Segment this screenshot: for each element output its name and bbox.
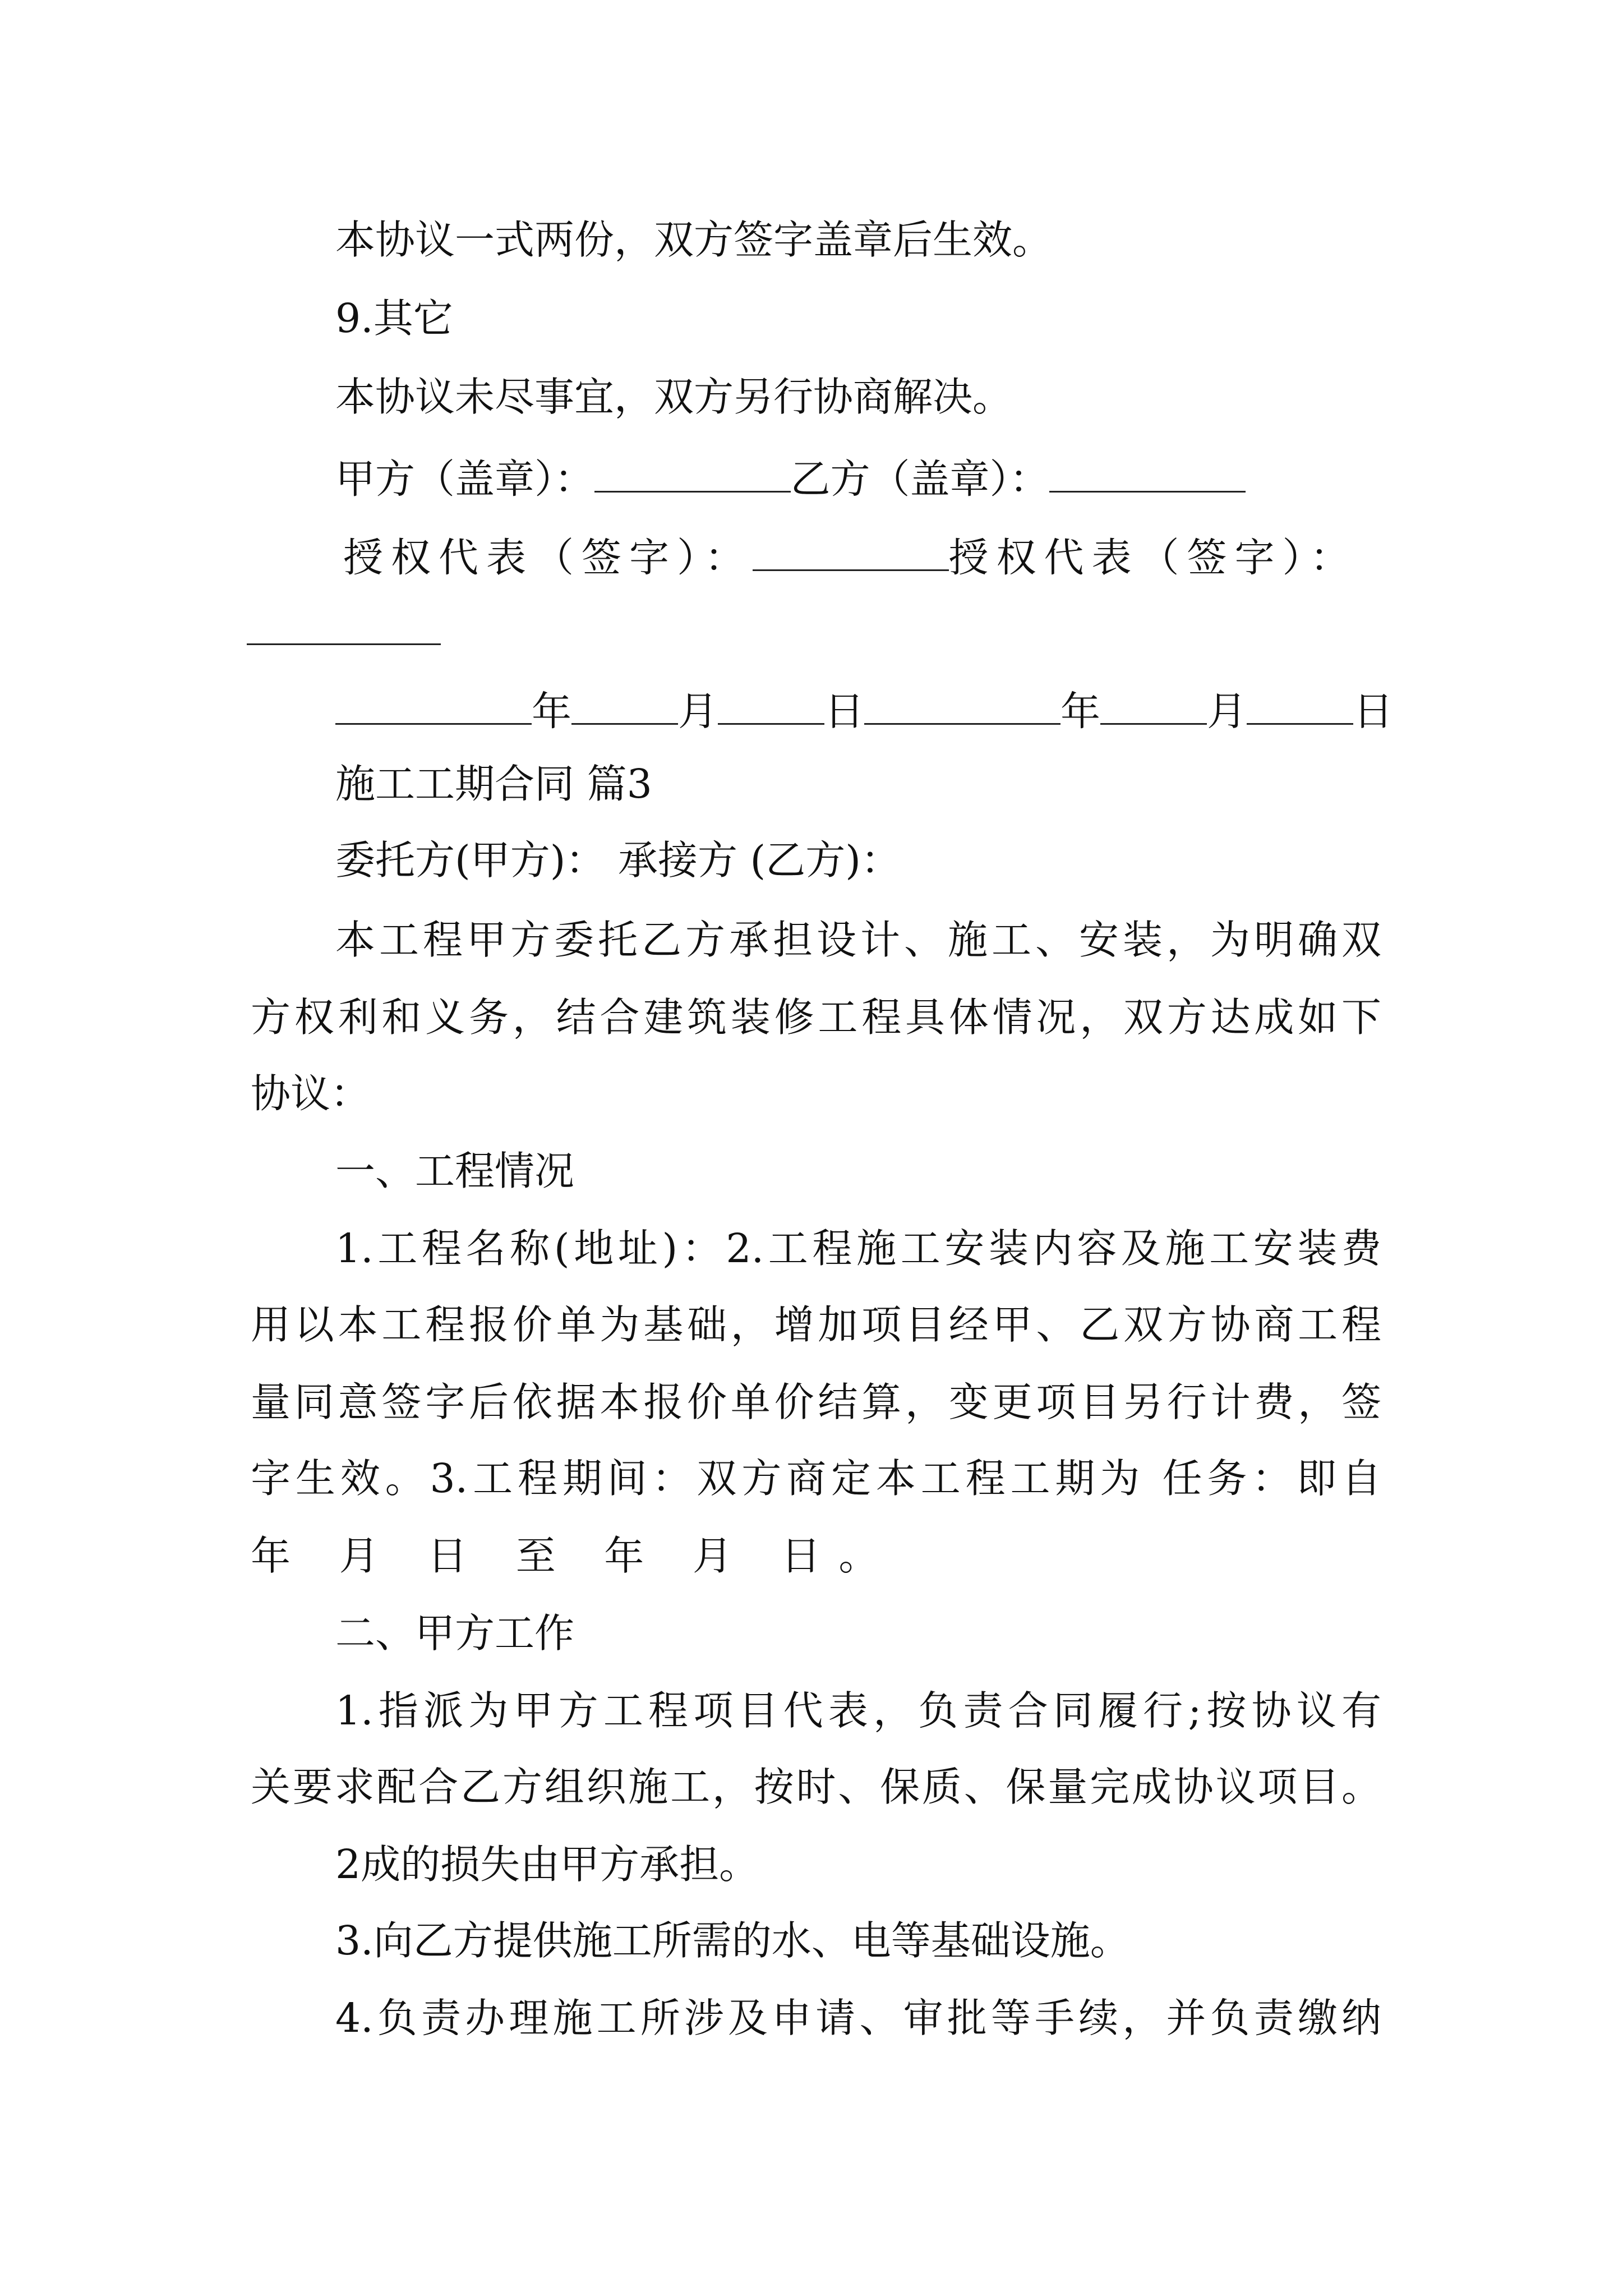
party-a-paragraph-4: 4.负责办理施工所涉及申请、审批等手续，并负责缴纳 xyxy=(335,1995,1381,2041)
intro-paragraph-line-1: 本工程甲方委托乙方承担设计、施工、安装，为明确双 xyxy=(335,917,1381,963)
intro-paragraph-line-2: 方权利和义务，结合建筑装修工程具体情况，双方达成如下 xyxy=(251,994,1381,1041)
project-paragraph-line-5: 年 月 日 至 年 月 日。 xyxy=(251,1533,897,1579)
section-heading-party-a: 二、甲方工作 xyxy=(335,1610,575,1657)
date-month-label: 月 xyxy=(1207,688,1247,735)
date-a-day-blank xyxy=(718,685,824,725)
party-a-seal-label: 甲方（盖章）： xyxy=(335,455,594,503)
party-a-representative-blank xyxy=(753,532,949,571)
date-b-year-blank xyxy=(864,685,1061,725)
party-a-paragraph-3: 3.向乙方提供施工所需的水、电等基础设施。 xyxy=(335,1917,1130,1964)
contract-title: 施工工期合同 篇3 xyxy=(335,761,652,807)
paragraph-effective: 本协议一式两份，双方签字盖章后生效。 xyxy=(335,217,1053,263)
date-a-month-blank xyxy=(571,685,678,725)
party-b-seal-label: 乙方（盖章）： xyxy=(790,455,1050,503)
section-heading-other: 9.其它 xyxy=(335,295,453,342)
intro-paragraph-line-3: 协议： xyxy=(251,1070,371,1117)
date-b-day-blank xyxy=(1247,685,1353,725)
party-b-representative-blank xyxy=(247,643,441,645)
project-paragraph-line-3: 量同意签字后依据本报价单价结算，变更项目另行计费，签 xyxy=(251,1379,1381,1425)
parties-line: 委托方(甲方)： 承接方 (乙方)： xyxy=(335,837,901,884)
date-year-label: 年 xyxy=(1061,688,1101,735)
party-a-representative-label: 授权代表（签字）： xyxy=(343,534,753,581)
party-b-representative-label: 授权代表（签字）： xyxy=(948,534,1358,581)
date-day-label: 日 xyxy=(1353,688,1394,735)
project-paragraph-line-1: 1.工程名称(地址)：2.工程施工安装内容及施工安装费 xyxy=(335,1225,1381,1272)
party-b-seal-blank xyxy=(1049,453,1246,493)
signature-date-line xyxy=(335,685,1394,735)
date-month-label: 月 xyxy=(678,688,718,735)
project-paragraph-line-2: 用以本工程报价单为基础，增加项目经甲、乙双方协商工程 xyxy=(251,1301,1381,1348)
date-b-month-blank xyxy=(1100,685,1207,725)
paragraph-unresolved-matters: 本协议未尽事宜，双方另行协商解决。 xyxy=(335,374,1013,420)
date-day-label: 日 xyxy=(824,688,865,735)
party-a-paragraph-line-1: 1.指派为甲方工程项目代表，负责合同履行;按协议有 xyxy=(335,1687,1381,1734)
date-a-year-blank xyxy=(335,685,532,725)
signature-seal-line xyxy=(335,453,1246,503)
section-heading-project: 一、工程情况 xyxy=(335,1148,575,1194)
date-year-label: 年 xyxy=(532,688,572,735)
party-a-paragraph-2: 2成的损失由甲方承担。 xyxy=(335,1841,759,1888)
party-a-seal-blank xyxy=(594,453,791,493)
project-paragraph-line-4: 字生效。3.工程期间：双方商定本工程工期为 任务：即自 xyxy=(251,1455,1381,1502)
party-a-paragraph-line-2: 关要求配合乙方组织施工，按时、保质、保量完成协议项目。 xyxy=(251,1764,1381,1810)
signature-representative-line xyxy=(343,532,1358,581)
